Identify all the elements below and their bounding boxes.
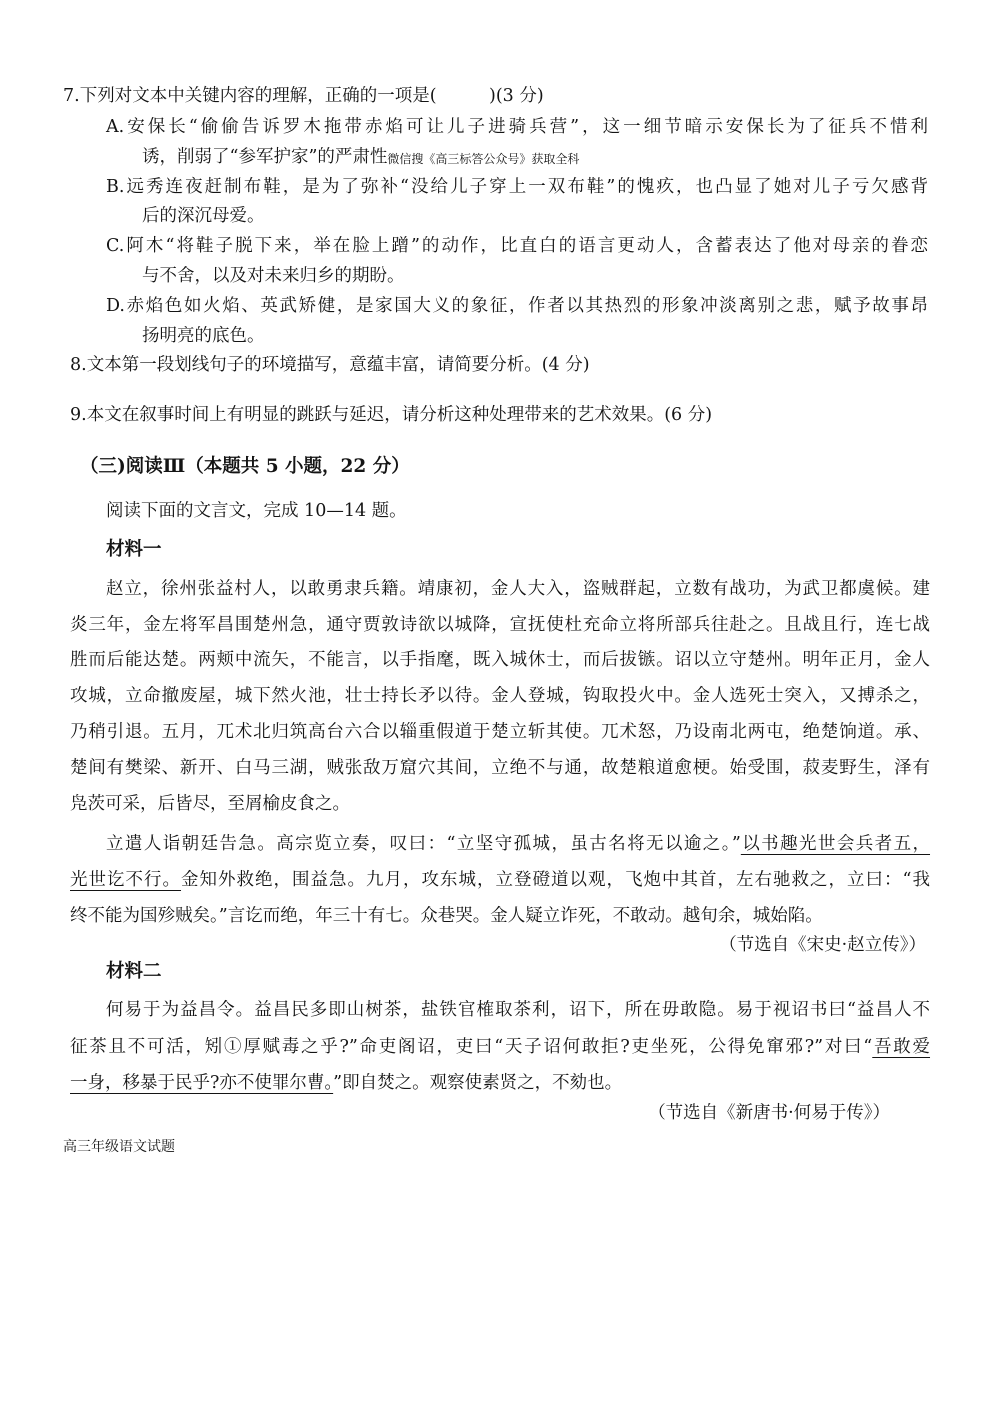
option-c-line-2: 与不舍，以及对未来归乡的期盼。 xyxy=(142,266,405,286)
material-2-source: （节选自《新唐书·何易于传》） xyxy=(648,1103,890,1123)
material-1-para-2-line-3 xyxy=(70,901,823,931)
option-a-line-2-text: 诱，削弱了“参军护家”的严肃性 xyxy=(142,147,388,167)
material-2-line-2 xyxy=(70,1032,930,1062)
plain-text: 金知外救绝，围益急。九月，攻东城，立登磴道以观，飞炮中其首，左右驰救之，立曰：“我 xyxy=(181,870,930,890)
material-1-line: 攻城，立命撤废屋，城下然火池，壮士持长矛以待。金人登城，钩取投火中。金人选死士突入，又搏杀之， xyxy=(70,686,930,706)
plain-text: 立遣人诣朝廷告急。高宗览立奏，叹曰：“立坚守孤城，虽古名将无以逾之。” xyxy=(106,834,741,854)
question-8: 8.文本第一段划线句子的环境描写，意蕴丰富，请简要分析。(4 分) xyxy=(70,355,590,375)
material-1-line: 楚间有樊梁、新开、白马三湖，贼张敌万窟穴其间，立绝不与通，故楚粮道愈梗。始受围，菽麦野生，泽有 xyxy=(70,758,930,778)
material-1-para-2-line-1 xyxy=(106,829,930,859)
underlined-sentence: 吾敢爱 xyxy=(872,1037,931,1057)
plain-text: 何易于为益昌令。益昌民多即山树茶，盐铁官榷取茶利，诏下，所在毋敢隐。易于视诏书曰“益昌人不 xyxy=(106,1000,930,1020)
plain-text: 终不能为国殄贼矣。”言讫而绝，年三十有七。众巷哭。金人疑立诈死，不敢动。越旬余，城始陷。 xyxy=(70,906,823,926)
section-instruction: 阅读下面的文言文，完成 10—14 题。 xyxy=(106,501,407,521)
material-1-line: 赵立，徐州张益村人，以敢勇隶兵籍。靖康初，金人大入，盗贼群起，立数有战功，为武卫都虞候。建 xyxy=(106,579,930,599)
plain-text: ”即自焚之。观察使素贤之，不劾也。 xyxy=(333,1073,623,1093)
question-7-stem: 7.下列对文本中关键内容的理解，正确的一项是( )(3 分) xyxy=(63,86,544,106)
material-1-heading: 材料一 xyxy=(106,539,162,560)
option-c-line-1: C.阿木“将鞋子脱下来，举在脸上蹭”的动作，比直白的语言更动人，含蓄表达了他对母亲的眷恋 xyxy=(106,236,928,256)
material-1-source: （节选自《宋史·赵立传》） xyxy=(719,935,926,955)
plain-text: 征茶且不可活，矧①厚赋毒之乎?”命吏阁诏，吏曰“天子诏何敢拒?吏坐死，公得免窜邪?”对曰“ xyxy=(70,1037,873,1057)
option-a-note: 微信搜《高三标答公众号》获取全科 xyxy=(387,152,580,166)
underlined-sentence: 光世讫不行。 xyxy=(70,870,182,890)
underlined-sentence: 以书趣光世会兵者五， xyxy=(740,834,931,854)
material-1-para-2-line-2 xyxy=(70,865,930,895)
option-b-line-2: 后的深沉母爱。 xyxy=(142,206,265,226)
material-1-line: 炎三年，金左将军昌围楚州急，通守贾敦诗欲以城降，宣抚使杜充命立将所部兵往赴之。且战且行，连七战 xyxy=(70,615,930,635)
material-1-line: 胜而后能达楚。两颊中流矢，不能言，以手指麾，既入城休士，而后拔镞。诏以立守楚州。明年正月，金人 xyxy=(70,650,930,670)
option-a-line-1: A.安保长“偷偷告诉罗木拖带赤焰可让儿子进骑兵营”，这一细节暗示安保长为了征兵不惜利 xyxy=(106,117,928,137)
material-1-line: 乃稍引退。五月，兀术北归筑高台六合以辎重假道于楚立斩其使。兀术怒，乃设南北两屯，绝楚饷道。承、 xyxy=(70,722,930,742)
option-d-line-1: D.赤焰色如火焰、英武矫健，是家国大义的象征，作者以其热烈的形象冲淡离别之悲，赋予故事昂 xyxy=(106,296,928,316)
underlined-sentence: 一身，移暴于民乎?亦不使罪尔曹。 xyxy=(70,1073,334,1093)
option-b-line-1: B.远秀连夜赶制布鞋，是为了弥补“没给儿子穿上一双布鞋”的愧疚，也凸显了她对儿子亏欠感背 xyxy=(106,177,928,197)
section-title: （三)阅读Ⅲ（本题共 5 小题，22 分） xyxy=(80,456,410,477)
question-9: 9.本文在叙事时间上有明显的跳跃与延迟，请分析这种处理带来的艺术效果。(6 分) xyxy=(70,405,713,425)
page-footer: 高三年级语文试题 xyxy=(63,1139,175,1155)
option-a-line-2 xyxy=(142,142,579,172)
option-d-line-2: 扬明亮的底色。 xyxy=(142,326,265,346)
material-2-line-1 xyxy=(106,995,930,1025)
material-2-line-3 xyxy=(70,1068,622,1098)
material-1-line: 凫茨可采，后皆尽，至屑榆皮食之。 xyxy=(70,794,350,814)
material-2-heading: 材料二 xyxy=(106,961,162,982)
